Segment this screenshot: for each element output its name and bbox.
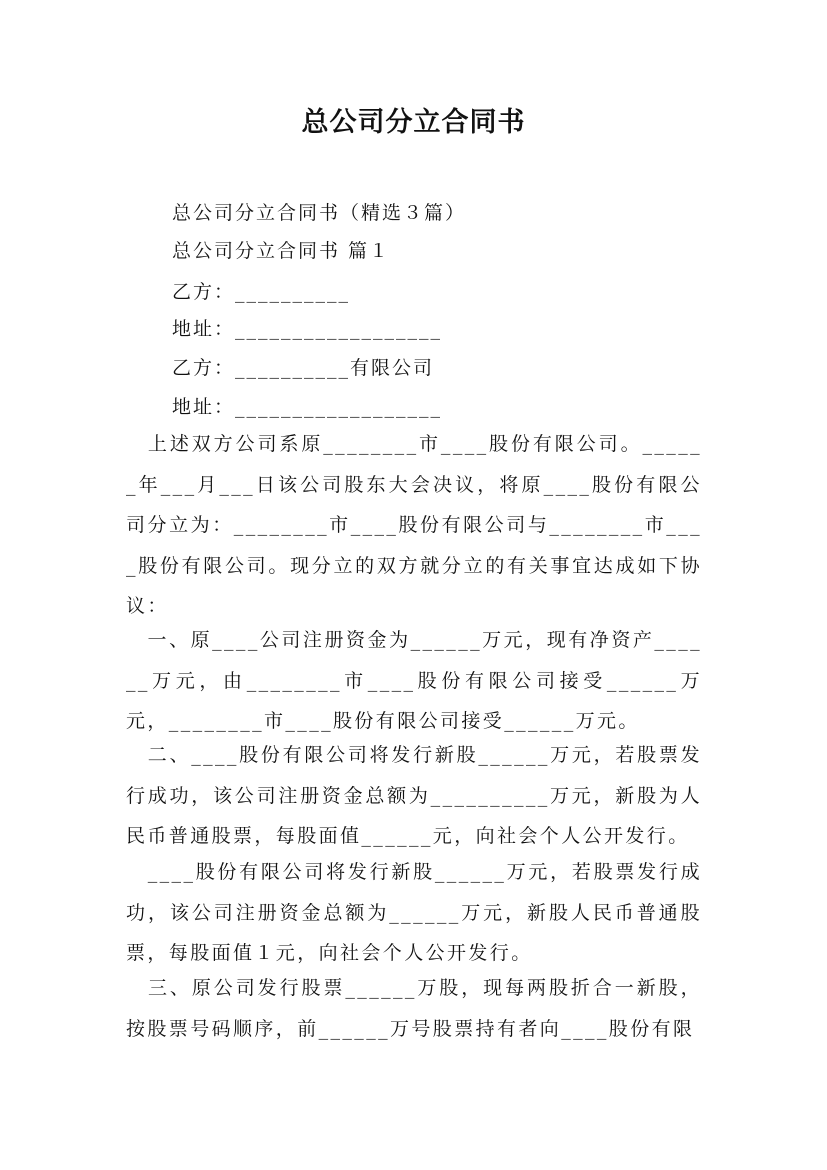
paragraph-intro: 上述双方公司系原________市____股份有限公司。______年___月___日该公司股东大会决议，将原____股份有限公司分立为：________市____股份有限公司与________市____股份有限公司。现分立的双方就分立的有关事宜达成如下协议： <box>126 433 702 617</box>
party-b-line: 乙方：__________ <box>172 281 351 303</box>
document-subtitle: 总公司分立合同书（精选３篇） <box>172 202 467 224</box>
paragraph-clause-2: 二、____股份有限公司将发行新股______万元，若股票发行成功，该公司注册资金总额为__________万元，新股为人民币普通股票，每股面值______元，向社会个人公开发行。 <box>126 744 702 847</box>
part-heading: 总公司分立合同书 篇１ <box>172 240 391 262</box>
document-title: 总公司分立合同书 <box>301 107 526 138</box>
address-line: 地址：__________________ <box>172 318 443 340</box>
paragraph-clause-1: 一、原____公司注册资金为______万元，现有净资产______万元，由________市____股份有限公司接受______万元，________市____股份有限公司接受______万元。 <box>126 629 702 732</box>
party-b-company-line: 乙方：__________有限公司 <box>172 357 435 379</box>
paragraph-clause-3: 三、原公司发行股票______万股，现每两股折合一新股，按股票号码顺序，前______万号股票持有者向____股份有限 <box>126 977 702 1040</box>
paragraph-clause-2-continued: ____股份有限公司将发行新股______万元，若股票发行成功，该公司注册资金总额为______万元，新股人民币普通股票，每股面值１元，向社会个人公开发行。 <box>126 861 702 964</box>
address-line-2: 地址：__________________ <box>172 396 443 418</box>
